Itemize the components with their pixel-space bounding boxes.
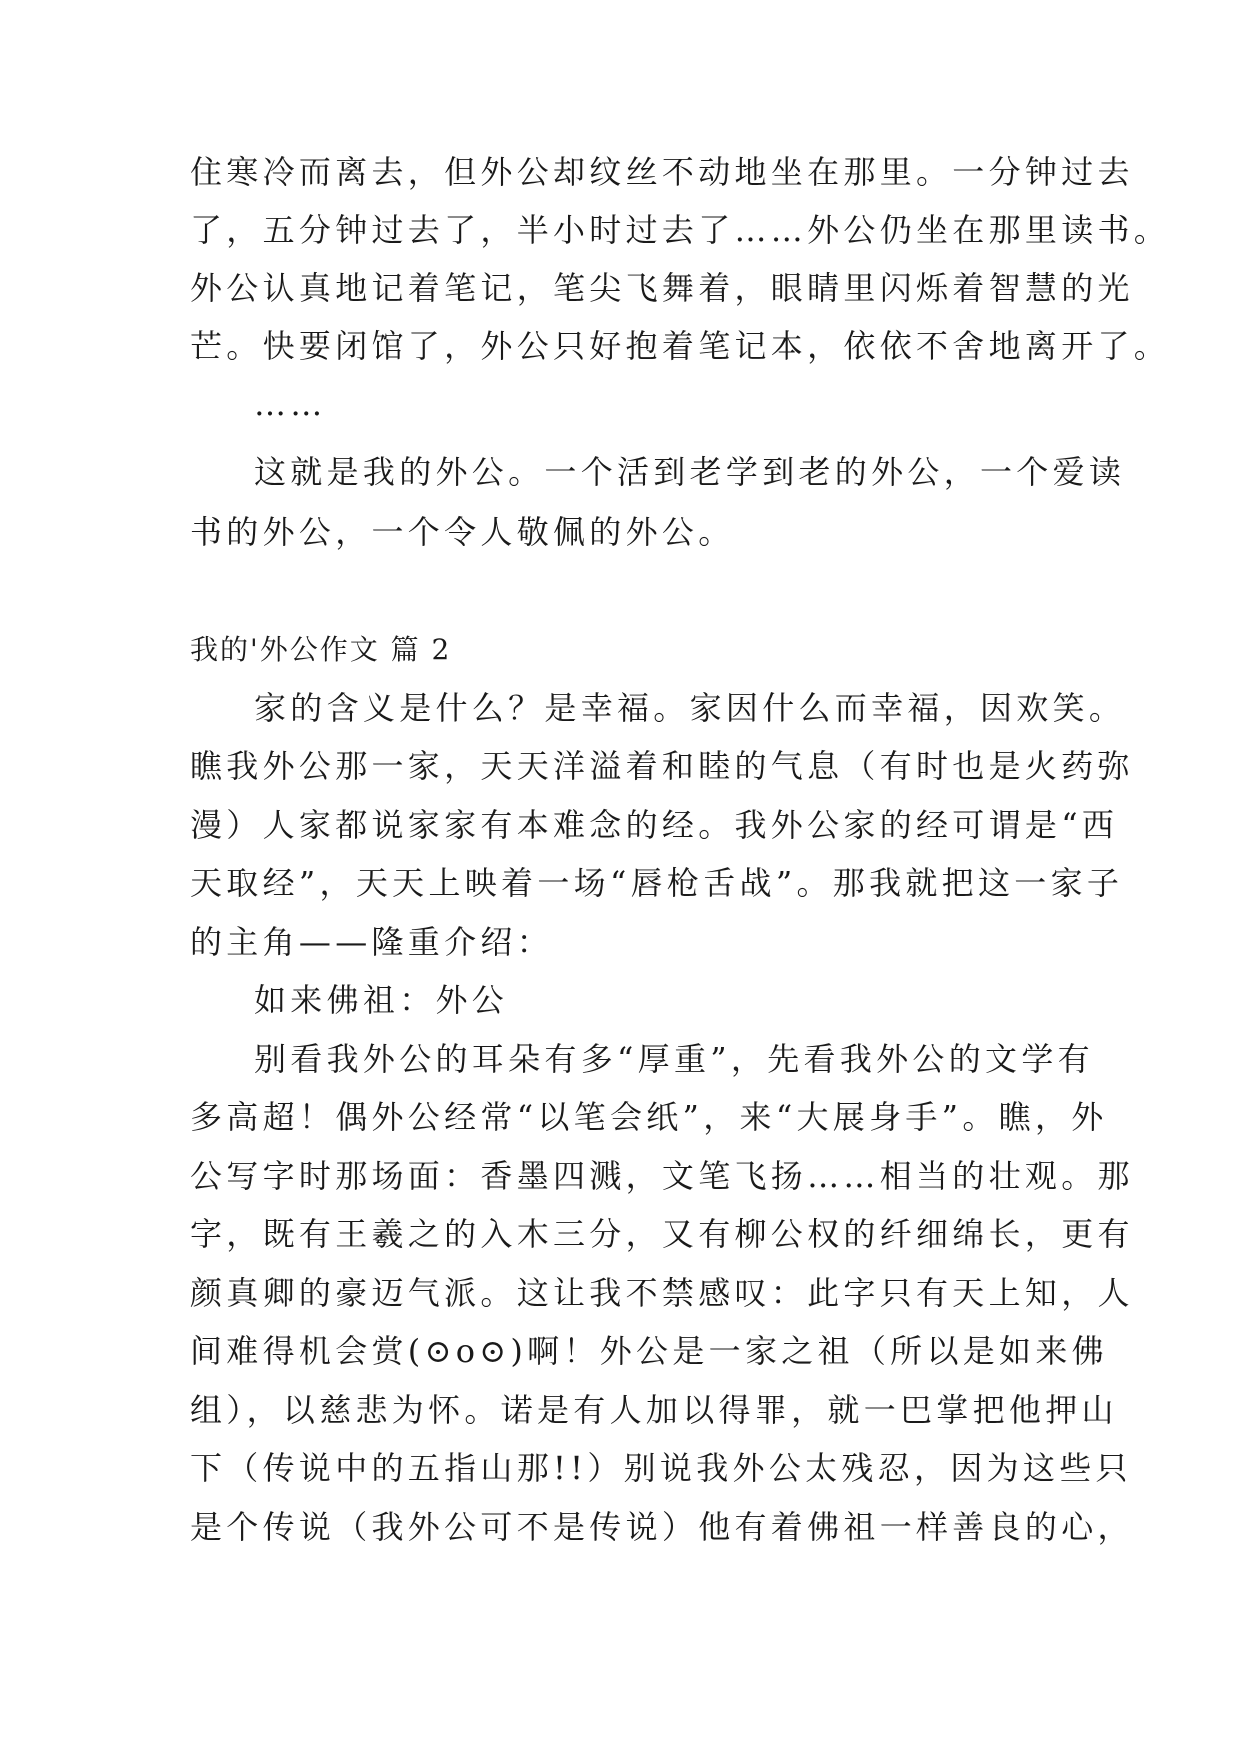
paragraph-line: 的主角——隆重介绍： <box>190 923 554 961</box>
ellipsis-line: …… <box>254 385 327 423</box>
paragraph-line: 间难得机会赏(⊙o⊙)啊！外公是一家之祖（所以是如来佛 <box>190 1332 1108 1370</box>
paragraph-line: 天取经”，天天上映着一场“唇枪舌战”。那我就把这一家子 <box>190 864 1124 902</box>
paragraph-line: 了，五分钟过去了，半小时过去了……外公仍坐在那里读书。 <box>190 211 1171 249</box>
paragraph-line: 这就是我的外公。一个活到老学到老的外公，一个爱读 <box>254 453 1126 491</box>
paragraph-line: 瞧我外公那一家，天天洋溢着和睦的气息（有时也是火药弥 <box>190 747 1134 785</box>
section-heading: 我的'外公作文 篇 2 <box>190 633 452 666</box>
paragraph-line: 多高超！偶外公经常“以笔会纸”，来“大展身手”。瞧，外 <box>190 1098 1108 1136</box>
paragraph-line: 颜真卿的豪迈气派。这让我不禁感叹：此字只有天上知，人 <box>190 1274 1134 1312</box>
paragraph-line: 别看我外公的耳朵有多“厚重”，先看我外公的文学有 <box>254 1040 1094 1078</box>
paragraph-line: 组），以慈悲为怀。诺是有人加以得罪，就一巴掌把他押山 <box>190 1391 1118 1429</box>
paragraph-line: 字，既有王羲之的入木三分，又有柳公权的纤细绵长，更有 <box>190 1215 1134 1253</box>
subheading-line: 如来佛祖：外公 <box>254 981 509 1019</box>
paragraph-line: 外公认真地记着笔记，笔尖飞舞着，眼睛里闪烁着智慧的光 <box>190 269 1134 307</box>
paragraph-line: 住寒冷而离去，但外公却纹丝不动地坐在那里。一分钟过去 <box>190 153 1134 191</box>
paragraph-line: 是个传说（我外公可不是传说）他有着佛祖一样善良的心， <box>190 1508 1134 1546</box>
paragraph-line: 公写字时那场面：香墨四溅，文笔飞扬……相当的壮观。那 <box>190 1157 1134 1195</box>
paragraph-line: 芒。快要闭馆了，外公只好抱着笔记本，依依不舍地离开了。 <box>190 327 1171 365</box>
paragraph-line: 家的含义是什么？是幸福。家因什么而幸福，因欢笑。 <box>254 689 1126 727</box>
paragraph-line: 书的外公，一个令人敬佩的外公。 <box>190 513 735 551</box>
paragraph-line: 下（传说中的五指山那!!）别说我外公太残忍，因为这些只 <box>190 1449 1132 1487</box>
paragraph-line: 漫）人家都说家家有本难念的经。我外公家的经可谓是“西 <box>190 806 1119 844</box>
